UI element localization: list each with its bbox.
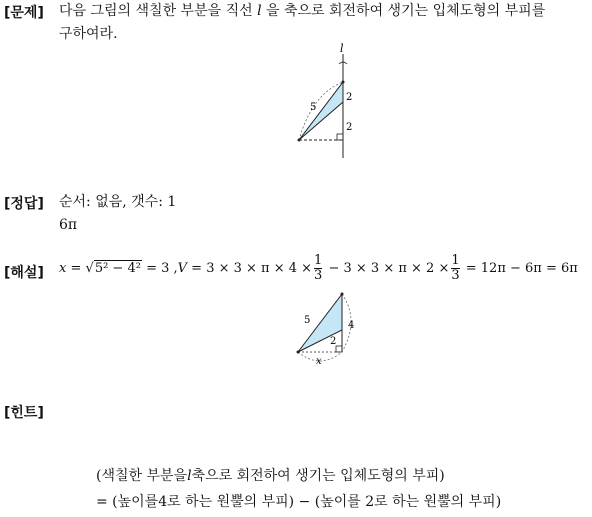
fraction-1 xyxy=(314,254,322,283)
shaded-triangle xyxy=(299,82,343,140)
answer-line1: 순서: 없음, 갯수: 1 xyxy=(59,194,177,210)
formula-after-sqrt: = 3 , xyxy=(141,261,178,276)
axis-label: l xyxy=(340,42,344,55)
solution-figure xyxy=(290,290,360,368)
problem-line2: 구하여라. xyxy=(59,26,118,42)
solution-bottom-label: x xyxy=(316,356,322,367)
hint-line1-var: l xyxy=(187,468,192,484)
hyp-label: 5 xyxy=(310,102,317,113)
vertex-top xyxy=(342,81,345,84)
solution-formula xyxy=(59,254,578,283)
answer-text xyxy=(59,191,176,237)
right-angle-mark xyxy=(337,134,343,140)
hint-line1-a: (색칠한 부분을 xyxy=(96,468,188,484)
solution-label: [해설] xyxy=(4,265,44,281)
hint-label: [힌트] xyxy=(4,405,44,421)
solution-right-angle-mark xyxy=(336,346,342,352)
solution-right-label: 4 xyxy=(348,320,355,331)
problem-line1-b: 을 축으로 회전하여 생기는 입체도형의 부피를 xyxy=(266,3,546,19)
formula-V: V xyxy=(177,261,188,276)
fraction-1-num: 1 xyxy=(314,253,323,268)
fraction-2-num: 1 xyxy=(451,253,460,268)
problem-label: [문제] xyxy=(4,5,44,21)
hint-line2: = (높이를4로 하는 원뿔의 부피) − (높이를 2로 하는 원뿔의 부피) xyxy=(96,494,502,510)
solution-vertex-left xyxy=(297,351,300,354)
fraction-2-den: 3 xyxy=(451,268,460,283)
problem-line1-a: 다음 그림의 색칠한 부분을 직선 xyxy=(59,3,253,19)
fraction-1-den: 3 xyxy=(314,268,323,283)
solution-hyp-label: 5 xyxy=(304,315,311,326)
hint-line1-b: 축으로 회전하여 생기는 입체도형의 부피) xyxy=(191,468,445,484)
fraction-2 xyxy=(451,254,459,283)
sqrt-sign: √ xyxy=(85,261,94,276)
vertex-left xyxy=(298,139,301,142)
answer-line2: 6π xyxy=(59,217,78,233)
answer-label: [정답] xyxy=(4,196,44,212)
formula-mid1: = 3 × 3 × π × 4 × xyxy=(187,261,313,276)
line-variable: l xyxy=(257,3,262,19)
hint-text xyxy=(96,463,501,515)
solution-vertex-top xyxy=(341,293,344,296)
problem-text xyxy=(59,0,545,46)
solution-inner-label: 2 xyxy=(330,336,337,347)
seg-bottom-label: 2 xyxy=(346,122,353,133)
seg-top-label: 2 xyxy=(346,92,353,103)
formula-x: x xyxy=(59,261,67,276)
formula-eq: = xyxy=(66,261,86,276)
formula-end: = 12π − 6π = 6π xyxy=(461,261,578,276)
sqrt-body: 5² − 4² xyxy=(94,261,141,276)
problem-figure xyxy=(290,44,360,162)
formula-mid2: − 3 × 3 × π × 2 × xyxy=(324,261,450,276)
